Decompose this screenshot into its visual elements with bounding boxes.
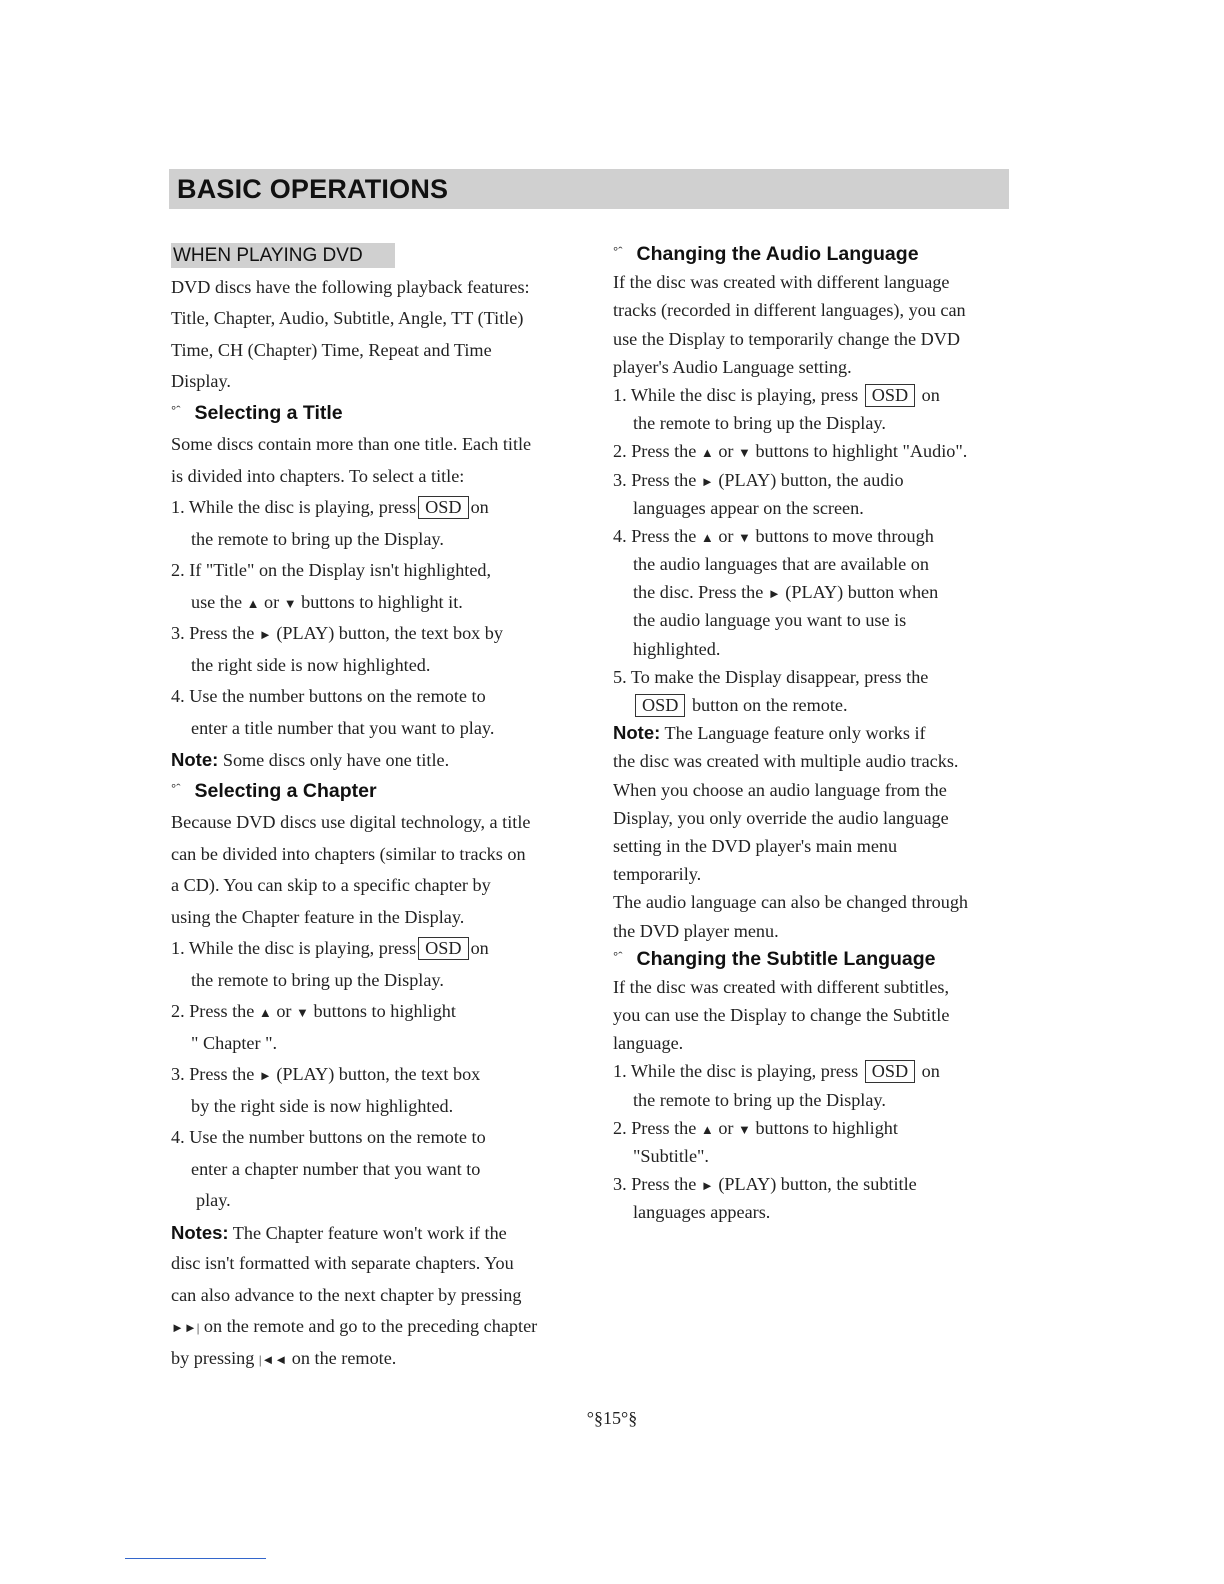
step-line: 3. Press the ► (PLAY) button, the subtitle: [613, 1174, 917, 1195]
bullet-icon: °ˆ: [613, 948, 623, 964]
osd-key: OSD: [865, 1060, 915, 1083]
body-line: tracks (recorded in different languages), you can: [613, 300, 966, 321]
step-line: 1. While the disc is playing, press OSD on: [613, 384, 940, 405]
body-line: Some discs contain more than one title. Each title: [171, 434, 532, 454]
up-arrow-icon: ▲: [258, 1005, 272, 1020]
note-line: the disc was created with multiple audio tracks.: [613, 751, 959, 772]
step-line: highlighted.: [633, 638, 721, 659]
step-line: the remote to bring up the Display.: [633, 1089, 886, 1110]
step-line: 3. Press the ► (PLAY) button, the audio: [613, 469, 904, 490]
section-label: WHEN PLAYING DVD: [171, 243, 395, 268]
notes-line: can also advance to the next chapter by pressing: [171, 1284, 522, 1305]
intro-line: Display.: [171, 371, 231, 391]
section-label-row: [171, 240, 581, 272]
body-line: language.: [613, 1033, 684, 1054]
step-line: 4. Press the ▲ or ▼ buttons to move through: [613, 525, 934, 546]
step-line: 2. Press the ▲ or ▼ buttons to highlight "Audio".: [613, 441, 968, 462]
intro-line: DVD discs have the following playback features:: [171, 276, 530, 297]
heading-audio-language: $^{^\circ ˆ}$ Changing the Audio Language: [613, 243, 919, 265]
note-label: Note:: [613, 722, 661, 744]
play-icon: ►: [700, 1178, 714, 1194]
step-line: 3. Press the ► (PLAY) button, the text box by: [171, 623, 503, 643]
body-line: player's Audio Language setting.: [613, 356, 852, 377]
notes-label: Notes:: [171, 1221, 229, 1243]
note-label: Note:: [171, 749, 219, 770]
step-line: play.: [196, 1190, 231, 1210]
step-line: the disc. Press the ► (PLAY) button when: [633, 582, 939, 603]
page-title: BASIC OPERATIONS: [177, 174, 449, 204]
down-arrow-icon: ▼: [738, 445, 751, 461]
osd-key: OSD: [418, 496, 468, 519]
step-line: languages appears.: [633, 1202, 771, 1223]
step-line: use the ▲ or ▼ buttons to highlight it.: [191, 591, 463, 612]
step-line: the audio language you want to use is: [633, 610, 907, 631]
step-line: the audio languages that are available on: [633, 554, 929, 575]
up-arrow-icon: ▲: [700, 529, 714, 545]
section-banner: [169, 169, 1009, 209]
step-line: "Subtitle".: [633, 1146, 709, 1166]
step-line: 1. While the disc is playing, press OSD on: [171, 497, 489, 517]
play-icon: ►: [258, 627, 272, 642]
step-line: 4. Use the number buttons on the remote to: [171, 686, 486, 706]
notes-line: Notes: The Chapter feature won't work if the: [171, 1221, 507, 1243]
intro-line: Title, Chapter, Audio, Subtitle, Angle, TT (Title): [171, 308, 524, 328]
note-line: the DVD player menu.: [613, 920, 779, 941]
step-line: enter a title number that you want to play.: [191, 717, 495, 738]
play-icon: ►: [258, 1068, 272, 1083]
body-line: a CD). You can skip to a specific chapter by: [171, 875, 491, 895]
up-arrow-icon: ▲: [700, 445, 714, 461]
next-chapter-icon: ►►|: [171, 1320, 200, 1335]
down-arrow-icon: ▼: [283, 595, 297, 611]
step-line: 4. Use the number buttons on the remote to: [171, 1127, 486, 1147]
intro-line: Time, CH (Chapter) Time, Repeat and Time: [171, 339, 492, 360]
body-line: you can use the Display to change the Subtitle: [613, 1005, 950, 1026]
body-line: If the disc was created with different subtitles,: [613, 976, 950, 997]
right-column: [613, 240, 1013, 1227]
note-line: The audio language can also be changed through: [613, 892, 969, 913]
step-line: 1. While the disc is playing, press OSD on: [613, 1061, 940, 1082]
step-line: " Chapter ".: [191, 1032, 278, 1053]
play-icon: ►: [767, 586, 781, 602]
note-line: setting in the DVD player's main menu: [613, 835, 898, 856]
notes-line: by pressing |◄◄ on the remote.: [171, 1347, 397, 1368]
step-line: the remote to bring up the Display.: [191, 528, 444, 549]
down-arrow-icon: ▼: [296, 1005, 309, 1020]
page-number: °§15°§: [586, 1408, 638, 1428]
step-line: the right side is now highlighted.: [191, 654, 431, 675]
step-line: by the right side is now highlighted.: [191, 1095, 454, 1116]
osd-key: OSD: [865, 384, 915, 407]
bullet-icon: °ˆ: [171, 402, 181, 418]
up-arrow-icon: ▲: [246, 595, 260, 611]
step-line: 2. Press the ▲ or ▼ buttons to highlight: [613, 1117, 898, 1138]
step-line: enter a chapter number that you want to: [191, 1158, 481, 1179]
notes-line: disc isn't formatted with separate chapters. You: [171, 1253, 514, 1273]
heading-selecting-chapter: $^{^\circ ˆ}$ Selecting a Chapter: [171, 779, 377, 802]
down-arrow-icon: ▼: [738, 529, 751, 545]
prev-chapter-icon: |◄◄: [258, 1351, 288, 1367]
step-line: the remote to bring up the Display.: [191, 969, 444, 990]
body-line: is divided into chapters. To select a title:: [171, 465, 465, 486]
note-line: Display, you only override the audio language: [613, 807, 949, 828]
note-line: Note: Some discs only have one title.: [171, 749, 450, 770]
play-icon: ►: [700, 473, 714, 489]
up-arrow-icon: ▲: [700, 1121, 714, 1137]
notes-line: ►►| on the remote and go to the preceding chapter: [171, 1316, 538, 1336]
bullet-icon: °ˆ: [171, 780, 181, 796]
heading-selecting-title: $^{^\circ ˆ}$ Selecting a Title: [171, 401, 343, 424]
bullet-icon: °ˆ: [613, 244, 623, 259]
note-line: temporarily.: [613, 864, 702, 885]
step-line: languages appear on the screen.: [633, 497, 864, 518]
step-line: 1. While the disc is playing, press OSD on: [171, 938, 489, 958]
step-line: 2. Press the ▲ or ▼ buttons to highlight: [171, 1001, 456, 1021]
left-column: [171, 240, 581, 1374]
osd-key: OSD: [418, 937, 468, 960]
osd-key: OSD: [635, 694, 685, 717]
step-line: 5. To make the Display disappear, press the: [613, 666, 929, 687]
heading-subtitle-language: $^{^\circ ˆ}$ Changing the Subtitle Language: [613, 947, 936, 970]
body-line: using the Chapter feature in the Display.: [171, 906, 465, 927]
down-arrow-icon: ▼: [738, 1121, 751, 1137]
step-line: 3. Press the ► (PLAY) button, the text box: [171, 1064, 481, 1084]
body-line: can be divided into chapters (similar to tracks on: [171, 843, 526, 864]
note-line: When you choose an audio language from the: [613, 779, 947, 800]
body-line: use the Display to temporarily change the DVD: [613, 328, 960, 349]
step-line: 2. If "Title" on the Display isn't highlighted,: [171, 560, 492, 580]
footer-rule: [125, 1558, 266, 1559]
note-line: Note: The Language feature only works if: [613, 722, 926, 744]
step-line: the remote to bring up the Display.: [633, 413, 886, 434]
step-line: OSD button on the remote.: [613, 691, 1013, 719]
body-line: If the disc was created with different language: [613, 272, 950, 293]
body-line: Because DVD discs use digital technology, a title: [171, 812, 531, 832]
